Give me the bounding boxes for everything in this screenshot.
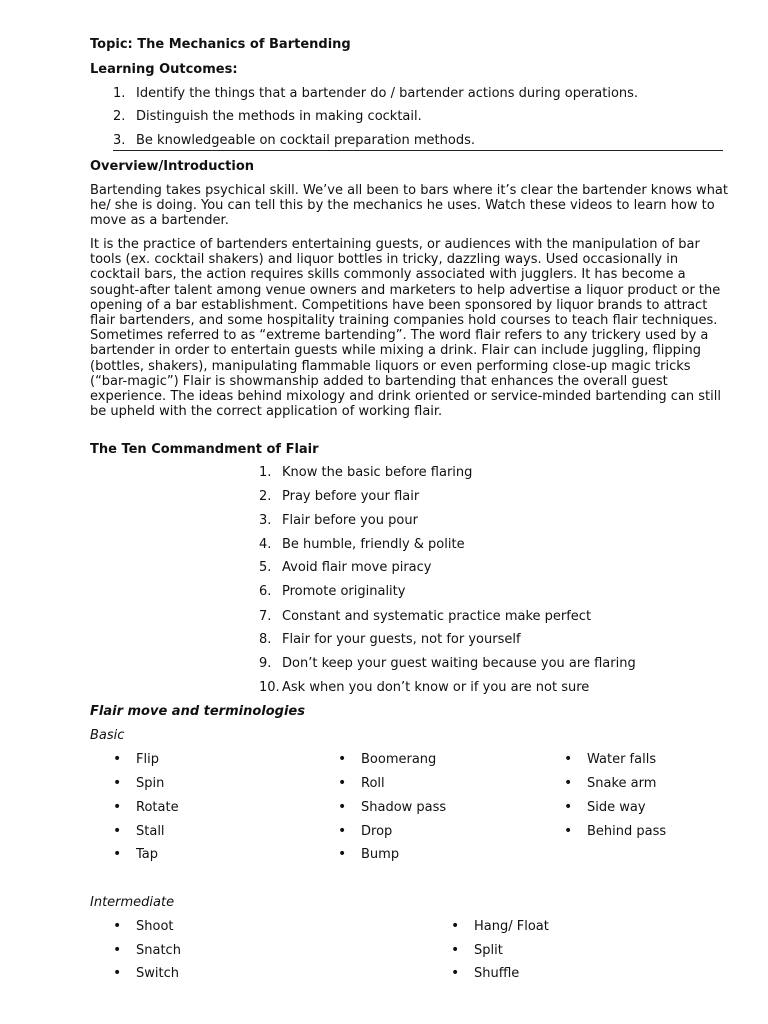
list-item: Tap xyxy=(136,847,159,862)
bullet: • xyxy=(338,846,347,862)
list-item: Stall xyxy=(136,824,165,839)
list-item: Be knowledgeable on cocktail preparation methods. xyxy=(136,133,475,148)
list-item: Flip xyxy=(136,752,159,767)
list-item: Snatch xyxy=(136,943,181,958)
list-item: Boomerang xyxy=(361,752,437,767)
divider-line xyxy=(113,150,723,151)
list-item: Ask when you don’t know or if you are not sure xyxy=(282,680,590,695)
list-number: 10. xyxy=(259,680,280,695)
list-item: Be humble, friendly & polite xyxy=(282,537,465,552)
bullet: • xyxy=(113,751,122,767)
list-number: 3. xyxy=(113,133,126,148)
list-item: Know the basic before flaring xyxy=(282,465,473,480)
list-item: Roll xyxy=(361,776,385,791)
list-item: Snake arm xyxy=(587,776,657,791)
bullet: • xyxy=(338,823,347,839)
list-item: Drop xyxy=(361,824,393,839)
list-number: 1. xyxy=(259,465,272,480)
commandments-heading: The Ten Commandment of Flair xyxy=(90,442,319,457)
list-number: 1. xyxy=(113,86,126,101)
overview-heading: Overview/Introduction xyxy=(90,159,255,174)
list-item: Switch xyxy=(136,966,179,981)
bullet: • xyxy=(338,775,347,791)
list-item: Behind pass xyxy=(587,824,667,839)
list-number: 4. xyxy=(259,537,272,552)
bullet: • xyxy=(338,799,347,815)
list-item: Promote originality xyxy=(282,584,406,599)
bullet: • xyxy=(113,799,122,815)
learning-outcomes-heading: Learning Outcomes: xyxy=(90,62,238,77)
list-item: Bump xyxy=(361,847,400,862)
basic-label: Basic xyxy=(90,728,125,743)
bullet: • xyxy=(338,751,347,767)
list-item: Pray before your flair xyxy=(282,489,420,504)
list-number: 6. xyxy=(259,584,272,599)
list-item: Shuffle xyxy=(474,966,520,981)
bullet: • xyxy=(113,965,122,981)
list-item: Shoot xyxy=(136,919,174,934)
list-number: 9. xyxy=(259,656,272,671)
list-item: Identify the things that a bartender do / bartender actions during operations. xyxy=(136,86,639,101)
list-item: Distinguish the methods in making cocktail. xyxy=(136,109,422,124)
bullet: • xyxy=(564,799,573,815)
list-number: 3. xyxy=(259,513,272,528)
bullet: • xyxy=(113,942,122,958)
list-number: 7. xyxy=(259,609,272,624)
list-item: Spin xyxy=(136,776,165,791)
list-item: Avoid flair move piracy xyxy=(282,560,432,575)
bullet: • xyxy=(564,751,573,767)
bullet: • xyxy=(113,918,122,934)
list-item: Constant and systematic practice make perfect xyxy=(282,609,592,624)
bullet: • xyxy=(451,918,460,934)
bullet: • xyxy=(564,823,573,839)
list-number: 8. xyxy=(259,632,272,647)
terminology-heading: Flair move and terminologies xyxy=(90,704,305,719)
bullet: • xyxy=(113,846,122,862)
list-item: Shadow pass xyxy=(361,800,447,815)
overview-paragraph-2: It is the practice of bartenders entertaining guests, or audiences with the manipulation of bar tools (ex. cocktail shakers) and liquor bottles in tricky, dazzling ways. Used occasionally in cocktail bars, the action requires skills commonly associated with jugglers. It has become a sought-after talent among venue owners and marketers to help advertise a liquor product or the opening of a bar establishment. Competitions have been sponsored by liquor brands to attract flair bartenders, and some hospitality training companies hold courses to teach flair techniques. Sometimes referred to as “extreme bartending”. The word flair refers to any trickery used by a bartender in order to entertain guests while mixing a drink. Flair can include juggling, flipping (bottles, shakers), manipulating flammable liquors or even performing close-up magic tricks (“bar-magic”) Flair is showmanship added to bartending that enhances the overall guest experience. The ideas behind mixology and drink oriented or service-minded bartending can still be upheld with the correct application of working flair. xyxy=(90,237,721,420)
bullet: • xyxy=(113,775,122,791)
list-item: Water falls xyxy=(587,752,657,767)
list-number: 2. xyxy=(259,489,272,504)
bullet: • xyxy=(564,775,573,791)
list-item: Split xyxy=(474,943,503,958)
overview-paragraph-1: Bartending takes psychical skill. We’ve all been to bars where it’s clear the bartender knows what he/ she is doing. You can tell this by the mechanics he uses. Watch these videos to learn how to move as a bartender. xyxy=(90,183,728,229)
list-item: Flair for your guests, not for yourself xyxy=(282,632,521,647)
list-item: Flair before you pour xyxy=(282,513,418,528)
list-item: Hang/ Float xyxy=(474,919,549,934)
bullet: • xyxy=(451,942,460,958)
list-item: Rotate xyxy=(136,800,179,815)
bullet: • xyxy=(113,823,122,839)
list-number: 5. xyxy=(259,560,272,575)
list-item: Side way xyxy=(587,800,646,815)
list-item: Don’t keep your guest waiting because you are flaring xyxy=(282,656,636,671)
list-number: 2. xyxy=(113,109,126,124)
intermediate-label: Intermediate xyxy=(90,895,175,910)
bullet: • xyxy=(451,965,460,981)
topic-title: Topic: The Mechanics of Bartending xyxy=(90,37,351,52)
